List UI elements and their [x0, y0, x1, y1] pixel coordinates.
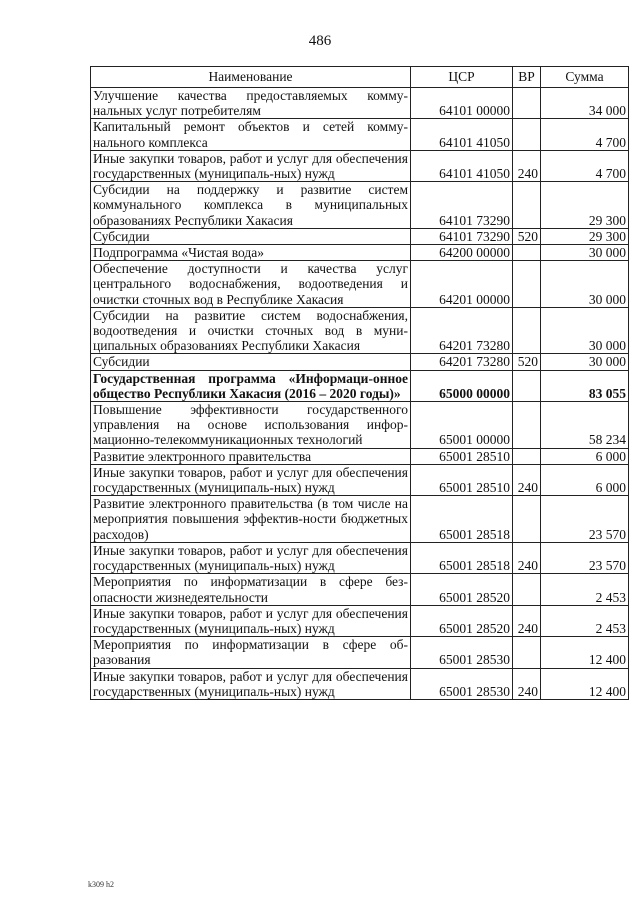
cell-vr: 240 — [513, 605, 541, 636]
cell-csr: 64101 41050 — [411, 150, 513, 181]
cell-csr: 64201 00000 — [411, 261, 513, 308]
cell-vr: 240 — [513, 668, 541, 699]
cell-vr: 520 — [513, 228, 541, 244]
header-csr: ЦСР — [411, 67, 513, 88]
cell-vr — [513, 88, 541, 119]
cell-name: Иные закупки товаров, работ и услуг для обеспечения государственных (муниципаль-ных) нужд — [91, 668, 411, 699]
cell-csr: 64201 73280 — [411, 354, 513, 370]
cell-name: Развитие электронного правительства — [91, 448, 411, 464]
cell-sum: 12 400 — [541, 668, 629, 699]
table-row — [91, 402, 629, 449]
cell-vr — [513, 245, 541, 261]
cell-csr: 64101 73290 — [411, 182, 513, 229]
cell-sum: 58 234 — [541, 402, 629, 449]
table-row — [91, 182, 629, 229]
cell-csr: 65001 28520 — [411, 574, 513, 605]
table-row — [91, 307, 629, 354]
cell-name: Обеспечение доступности и качества услуг центрального водоснабжения, водоотведения и очистки сточных вод в Республике Хакасия — [91, 261, 411, 308]
cell-csr: 65001 28530 — [411, 668, 513, 699]
table-body — [91, 88, 629, 700]
cell-sum: 34 000 — [541, 88, 629, 119]
cell-csr: 64200 00000 — [411, 245, 513, 261]
cell-csr: 65001 28518 — [411, 542, 513, 573]
cell-name: Мероприятия по информатизации в сфере об-разования — [91, 637, 411, 668]
cell-sum: 30 000 — [541, 307, 629, 354]
table-row — [91, 464, 629, 495]
table-row — [91, 668, 629, 699]
cell-vr: 240 — [513, 542, 541, 573]
table-row — [91, 448, 629, 464]
cell-csr: 64201 73280 — [411, 307, 513, 354]
cell-vr — [513, 307, 541, 354]
cell-name: Мероприятия по информатизации в сфере без-опасности жизнедеятельности — [91, 574, 411, 605]
cell-sum: 4 700 — [541, 150, 629, 181]
cell-vr — [513, 182, 541, 229]
cell-sum: 6 000 — [541, 448, 629, 464]
cell-name: Субсидии — [91, 228, 411, 244]
cell-name: Капитальный ремонт объектов и сетей комму-нального комплекса — [91, 119, 411, 150]
cell-csr: 65001 28510 — [411, 448, 513, 464]
cell-sum: 2 453 — [541, 605, 629, 636]
table-row — [91, 542, 629, 573]
cell-csr: 65001 28510 — [411, 464, 513, 495]
table-row — [91, 88, 629, 119]
cell-name: Иные закупки товаров, работ и услуг для обеспечения государственных (муниципаль-ных) нужд — [91, 605, 411, 636]
cell-name: Субсидии — [91, 354, 411, 370]
header-vr: ВР — [513, 67, 541, 88]
cell-vr — [513, 496, 541, 543]
cell-csr: 64101 00000 — [411, 88, 513, 119]
table-row — [91, 605, 629, 636]
cell-vr — [513, 448, 541, 464]
header-sum: Сумма — [541, 67, 629, 88]
cell-sum: 2 453 — [541, 574, 629, 605]
table-row — [91, 119, 629, 150]
cell-sum: 83 055 — [541, 370, 629, 401]
cell-sum: 12 400 — [541, 637, 629, 668]
page-number: 486 — [308, 33, 332, 49]
cell-vr — [513, 574, 541, 605]
cell-sum: 23 570 — [541, 496, 629, 543]
cell-csr: 65001 28518 — [411, 496, 513, 543]
cell-vr: 240 — [513, 464, 541, 495]
cell-name: Подпрограмма «Чистая вода» — [91, 245, 411, 261]
cell-name: Государственная программа «Информаци-онное общество Республики Хакасия (2016 – 2020 годы)» — [91, 370, 411, 401]
cell-name: Повышение эффективности государственного управления на основе использования инфор-мационно-телекоммуникационных технологий — [91, 402, 411, 449]
cell-name: Субсидии на поддержку и развитие систем коммунального комплекса в муниципальных образованиях Республики Хакасия — [91, 182, 411, 229]
table-row — [91, 496, 629, 543]
cell-sum: 30 000 — [541, 245, 629, 261]
cell-csr: 65001 00000 — [411, 402, 513, 449]
table-header-row — [91, 67, 629, 88]
cell-vr: 240 — [513, 150, 541, 181]
cell-sum: 29 300 — [541, 228, 629, 244]
cell-sum: 30 000 — [541, 354, 629, 370]
cell-vr — [513, 402, 541, 449]
table-row — [91, 354, 629, 370]
cell-vr: 520 — [513, 354, 541, 370]
table-row — [91, 637, 629, 668]
cell-csr: 65001 28530 — [411, 637, 513, 668]
cell-csr: 64101 73290 — [411, 228, 513, 244]
table-row — [91, 370, 629, 401]
cell-sum: 6 000 — [541, 464, 629, 495]
cell-name: Улучшение качества предоставляемых комму-нальных услуг потребителям — [91, 88, 411, 119]
table-row — [91, 245, 629, 261]
cell-vr — [513, 637, 541, 668]
table-row — [91, 574, 629, 605]
cell-sum: 30 000 — [541, 261, 629, 308]
cell-csr: 65000 00000 — [411, 370, 513, 401]
cell-name: Субсидии на развитие систем водоснабжения, водоотведения и очистки сточных вод в муни-ципальных образованиях Республики Хакасия — [91, 307, 411, 354]
footer-code: k309 h2 — [88, 880, 114, 889]
cell-sum: 23 570 — [541, 542, 629, 573]
cell-name: Иные закупки товаров, работ и услуг для обеспечения государственных (муниципаль-ных) нужд — [91, 464, 411, 495]
cell-name: Иные закупки товаров, работ и услуг для обеспечения государственных (муниципаль-ных) нужд — [91, 542, 411, 573]
cell-csr: 65001 28520 — [411, 605, 513, 636]
cell-vr — [513, 261, 541, 308]
header-name: Наименование — [91, 67, 411, 88]
cell-name: Развитие электронного правительства (в том числе на мероприятия повышения эффектив-ности бюджетных расходов) — [91, 496, 411, 543]
cell-name: Иные закупки товаров, работ и услуг для обеспечения государственных (муниципаль-ных) нужд — [91, 150, 411, 181]
table-row — [91, 150, 629, 181]
cell-sum: 4 700 — [541, 119, 629, 150]
cell-vr — [513, 370, 541, 401]
cell-csr: 64101 41050 — [411, 119, 513, 150]
table-row — [91, 228, 629, 244]
cell-vr — [513, 119, 541, 150]
table-row — [91, 261, 629, 308]
cell-sum: 29 300 — [541, 182, 629, 229]
budget-table — [90, 66, 629, 700]
